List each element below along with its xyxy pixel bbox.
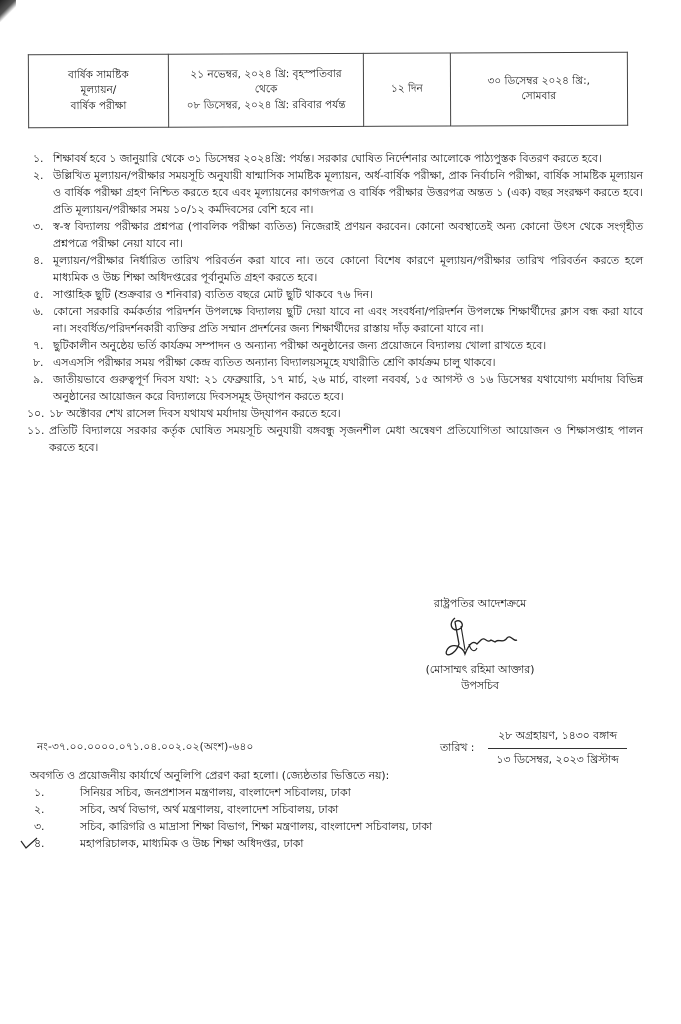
- instruction-item: [33, 337, 643, 354]
- item-text: কোনো সরকারি কর্মকর্তার পরিদর্শন উপলক্ষে বিদ্যালয় ছুটি দেয়া যাবে না এবং সংবর্ধনা/পরিদর্শন উপলক্ষে শিক্ষার্থীদের ক্লাস বন্ধ করা যাবে না। সংবর্ধিত/পরিদর্শনকারী ব্যক্তির প্রতি সম্মান প্রদর্শনের জন্য শিক্ষার্থীদের রাস্তায় দাঁড় করানো যাবে না।: [53, 305, 643, 335]
- recipient-text: মহাপরিচালক, মাধ্যমিক ও উচ্চ শিক্ষা অধিদপ্তর, ঢাকা: [80, 837, 304, 850]
- order-line: রাষ্ট্রপতির আদেশক্রমে: [433, 597, 527, 610]
- recipient-text: সচিব, কারিগরি ও মাদ্রাসা শিক্ষা বিভাগ, শিক্ষা মন্ত্রণালয়, বাংলাদেশ সচিবালয়, ঢাকা: [80, 820, 433, 833]
- item-number: ২.: [34, 803, 45, 816]
- date-bangla: ২৮ অগ্রহায়ণ, ১৪৩০ বঙ্গাব্দ: [488, 727, 626, 749]
- date-values: [488, 727, 626, 770]
- item-text: উল্লিখিত মূল্যায়ন/পরীক্ষার সময়সূচি অনুযায়ী ষান্মাসিক সামষ্টিক মূল্যায়ন, অর্ধ-বার্ষিক পরীক্ষা, প্রাক নির্বাচনি পরীক্ষা, বার্ষিক সামষ্টিক মূল্যায়ন ও বার্ষিক পরীক্ষা গ্রহণ নিশ্চিত করতে হবে এবং মূল্যায়নের কাগজপত্র ও বার্ষিক পরীক্ষার উত্তরপত্র অন্তত ১ (এক) বছর সংরক্ষণ করতে হবে। প্রতি মূল্যায়ন/পরীক্ষার সময় ১০/১২ কর্মদিবসের বেশি হবে না।: [53, 169, 643, 216]
- instruction-item: [33, 252, 643, 286]
- memo-reference-number: নং-৩৭.০০.০০০০.০৭১.০৪.০০২.০২(অংশ)-৬৪০: [37, 741, 254, 753]
- days-cell: ১২ দিন: [364, 53, 451, 126]
- recipient-text: সিনিয়র সচিব, জনপ্রশাসন মন্ত্রণালয়, বাংলাদেশ সচিবালয়, ঢাকা: [80, 786, 351, 799]
- signature-block: [395, 596, 565, 694]
- item-number: ১.: [33, 152, 44, 165]
- result-date-line: ৩০ ডিসেম্বর ২০২৪ খ্রি:,: [487, 74, 591, 88]
- recipient-text: সচিব, অর্থ বিভাগ, অর্থ মন্ত্রণালয়, বাংলাদেশ সচিবালয়, ঢাকা: [80, 803, 339, 816]
- period-line: ০৮ ডিসেম্বর, ২০২৪ খ্রি: রবিবার পর্যন্ত: [186, 98, 346, 112]
- item-number: ৭.: [33, 339, 44, 352]
- handwritten-tick-icon: [20, 837, 38, 849]
- signatory-name: (মোসাম্মৎ রহিমা আক্তার): [425, 663, 535, 676]
- result-date-line: সোমবার: [521, 90, 557, 103]
- item-number: ৩.: [33, 220, 44, 233]
- copy-recipient: [30, 801, 650, 818]
- copy-intro: অবগতি ও প্রয়োজনীয় কার্যার্থে অনুলিপি প্রেরণ করা হলো। (জ্যেষ্ঠতার ভিত্তিতে নয়):: [30, 769, 390, 782]
- item-number: ৫.: [33, 288, 44, 301]
- item-number: ৪.: [33, 254, 44, 267]
- schedule-table: [28, 52, 628, 129]
- item-text: স্ব-স্ব বিদ্যালয় পরীক্ষার প্রশ্নপত্র (পাবলিক পরীক্ষা ব্যতিত) নিজেরাই প্রণয়ন করবেন। কোনো অবস্থাতেই অন্য কোনো উৎস থেকে সংগৃহীত প্রশ্নপত্রে পরীক্ষা নেয়া যাবে না।: [53, 220, 643, 250]
- item-number: ৩.: [34, 820, 45, 833]
- date-gregorian: ১৩ ডিসেম্বর, ২০২৩ খ্রিস্টাব্দ: [496, 753, 619, 766]
- period-cell: [168, 53, 364, 127]
- item-number: ৪.: [34, 837, 45, 850]
- item-text: ছুটিকালীন অনুষ্ঠেয় ভর্তি কার্যক্রম সম্পাদন ও অন্যান্য পরীক্ষা অনুষ্ঠানের জন্য প্রয়োজনে বিদ্যালয় খোলা রাখতে হবে।: [53, 339, 547, 352]
- item-text: মূল্যায়ন/পরীক্ষার নির্ধারিত তারিখ পরিবর্তন করা যাবে না। তবে কোনো বিশেষ কারণে মূল্যায়ন/পরীক্ষার তারিখ পরিবর্তন করতে হলে মাধ্যমিক ও উচ্চ শিক্ষা অধিদপ্তরের পূর্বানুমতি গ্রহণ করতে হবে।: [53, 254, 643, 284]
- instruction-item: [33, 371, 643, 405]
- period-line: থেকে: [254, 83, 278, 96]
- instruction-item: [33, 286, 643, 303]
- signatory-designation: উপসচিব: [461, 679, 499, 692]
- item-number: ২.: [33, 169, 44, 182]
- item-number: ১০.: [27, 407, 45, 420]
- item-text: সাপ্তাহিক ছুটি (শুক্রবার ও শনিবার) ব্যতিত বছরে মোট ছুটি থাকবে ৭৬ দিন।: [53, 288, 373, 301]
- copy-recipient: [30, 784, 650, 801]
- instruction-item: [33, 150, 643, 167]
- item-text: জাতীয়ভাবে গুরুত্বপূর্ণ দিবস যথা: ২১ ফেব্রুয়ারি, ১৭ মার্চ, ২৬ মার্চ, বাংলা নববর্ষ, ১৫ আগস্ট ও ১৬ ডিসেম্বর যথাযোগ্য মর্যাদায় বিভিন্ন অনুষ্ঠানের আয়োজন করে বিদ্যালয়ে দিবসসমূহ উদ্‌যাপন করতে হবে।: [53, 373, 643, 403]
- instruction-item: [33, 354, 643, 371]
- result-date-cell: [450, 52, 628, 126]
- item-text: শিক্ষাবর্ষ হবে ১ জানুয়ারি থেকে ৩১ ডিসেম্বর ২০২৪খ্রি: পর্যন্ত। সরকার ঘোষিত নির্দেশনার আলোকে পাঠ্যপুস্তক বিতরণ করতে হবে।: [53, 152, 602, 165]
- item-text: প্রতিটি বিদ্যালয়ে সরকার কর্তৃক ঘোষিত সময়সূচি অনুযায়ী বঙ্গবন্ধু সৃজনশীল মেধা অন্বেষণ প্রতিযোগিতা আয়োজন ও শিক্ষাসপ্তাহ পালন করতে হবে।: [49, 424, 643, 454]
- period-line: ২১ নভেম্বর, ২০২৪ খ্রি: বৃহস্পতিবার: [190, 68, 342, 81]
- item-number: ৯.: [33, 373, 44, 386]
- instruction-item: [33, 303, 643, 337]
- instructions-list: [27, 150, 643, 456]
- instruction-item: [27, 405, 643, 422]
- assessment-line: মূল্যায়ন/: [80, 84, 117, 97]
- copy-recipient: [30, 835, 650, 852]
- assessment-cell: [28, 54, 168, 128]
- item-number: ৬.: [33, 305, 44, 318]
- instruction-item: [27, 422, 643, 456]
- scan-corner-mark: [0, 0, 16, 22]
- assessment-line: বার্ষিক সামষ্টিক: [67, 69, 129, 82]
- item-number: ৮.: [33, 356, 44, 369]
- copy-recipient: [30, 818, 650, 835]
- date-label: তারিখ :: [440, 741, 475, 754]
- instruction-item: [33, 167, 643, 218]
- item-number: ১১.: [27, 424, 45, 437]
- handwritten-signature-icon: [425, 614, 535, 662]
- memo-date: [440, 727, 627, 770]
- item-text: ১৮ অক্টোবর শেখ রাসেল দিবস যথাযথ মর্যাদায় উদ্‌যাপন করতে হবে।: [49, 407, 341, 420]
- instruction-item: [33, 218, 643, 252]
- item-number: ১.: [34, 786, 45, 799]
- item-number-wrap: [30, 835, 80, 852]
- item-text: এসএসসি পরীক্ষার সময় পরীক্ষা কেন্দ্র ব্যতিত অন্যান্য বিদ্যালয়সমূহে যথারীতি শ্রেণি কার্যক্রম চালু থাকবে।: [53, 356, 496, 369]
- table-row: [28, 52, 627, 128]
- assessment-line: বার্ষিক পরীক্ষা: [70, 99, 127, 112]
- copy-distribution: [30, 767, 650, 852]
